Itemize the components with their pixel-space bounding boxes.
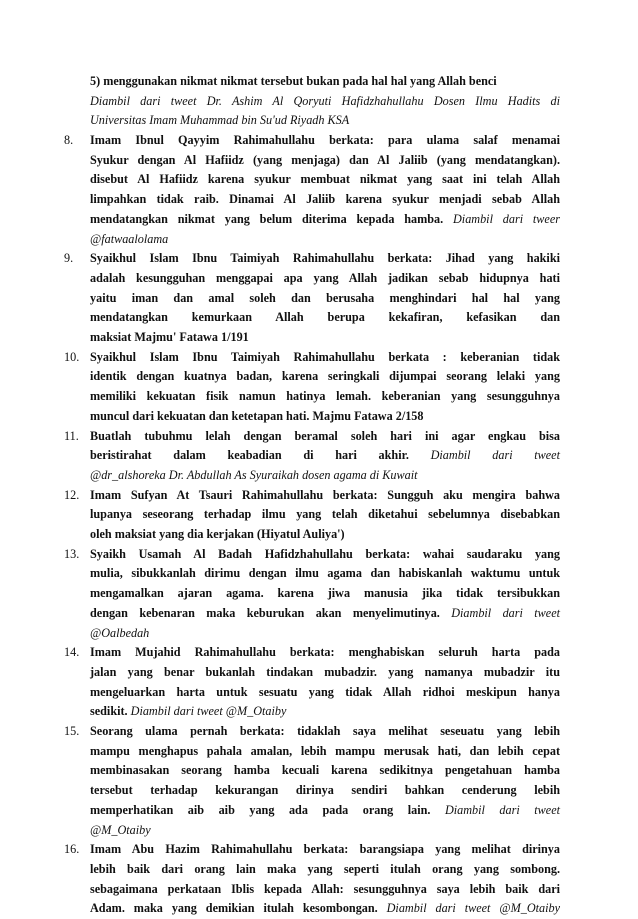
quote-text: tersebut terhadap kekurangan dirinya sendiri bahkan cenderung lebih <box>90 783 560 798</box>
quote-text: sebagaimana perkataan Iblis kepada Allah: sesungguhnya saya lebih baik dari <box>90 881 560 896</box>
text-line <box>90 545 560 565</box>
source-citation: Diambil dari tweet @M_Otaiby <box>377 901 560 916</box>
quote-text: memiliki kekuatan fisik namun hatinya lemah. keberanian yang sesungguhnya <box>90 389 560 404</box>
list-item-number: 16. <box>64 842 80 857</box>
text-line <box>90 604 560 624</box>
text-line <box>90 880 560 900</box>
text-line <box>90 624 560 644</box>
quote-text: Seorang ulama pernah berkata: tidaklah saya melihat seseuatu yang lebih <box>90 724 560 739</box>
quote-text: Imam Sufyan At Tsauri Rahimahullahu berkata: Sungguh aku mengira bahwa <box>90 487 560 502</box>
text-line <box>90 564 560 584</box>
text-line <box>90 230 560 250</box>
text-line <box>90 643 560 663</box>
text-line <box>90 722 560 742</box>
quote-text: Syaikhul Islam Ibnu Taimiyah Rahimahullahu berkata: Jihad yang hakiki <box>90 251 560 266</box>
text-line <box>90 72 560 92</box>
list-item-number: 9. <box>64 251 74 266</box>
list-item-number: 12. <box>64 487 80 502</box>
text-line <box>90 860 560 880</box>
quote-text: memperhatikan aib aib yang ada pada orang lain. <box>90 802 431 817</box>
quote-text: limpahkan tidak raib. Dinamai Al Jaliib karena syukur menjadi sebab Allah <box>90 192 560 207</box>
source-citation: @M_Otaiby <box>90 822 151 837</box>
text-line <box>90 387 560 407</box>
text-line <box>90 899 560 919</box>
quote-text: oleh maksiat yang dia kerjakan (Hiyatul Auliya') <box>90 527 345 542</box>
quote-text: mampu menghapus pahala amalan, lebih mampu merusak hati, dan lebih cepat <box>90 743 560 758</box>
text-line <box>90 131 560 151</box>
source-citation: @Oalbedah <box>90 625 150 640</box>
text-line <box>90 781 560 801</box>
quote-text: adalah kesungguhan menggapai apa yang Allah jadikan sebab hidupnya hati <box>90 270 560 285</box>
text-line <box>90 761 560 781</box>
quote-text: sedikit. <box>90 704 128 719</box>
quote-text: mendatangkan kemurkaan Allah berupa kekafiran, kefasikan dan <box>90 310 560 325</box>
source-citation: Diambil dari tweet Dr. Ashim Al Qoryuti Hafidzhahullahu Dosen Ilmu Hadits di <box>90 93 560 108</box>
text-line <box>90 505 560 525</box>
list-item <box>64 840 560 919</box>
text-line <box>90 742 560 762</box>
quote-text: muncul dari kekuatan dan ketetapan hati. Majmu Fatawa 2/158 <box>90 408 424 423</box>
quote-text: Syaikh Usamah Al Badah Hafidzhahullahu berkata: wahai saudaraku yang <box>90 546 560 561</box>
quote-text: Imam Mujahid Rahimahullahu berkata: menghabiskan seluruh harta pada <box>90 645 560 660</box>
quote-text: yaitu iman dan amal soleh dan berusaha menghindari hal hal yang <box>90 290 560 305</box>
text-line <box>90 328 560 348</box>
text-line <box>90 210 560 230</box>
text-line <box>90 348 560 368</box>
list-item <box>64 722 560 840</box>
text-line <box>90 170 560 190</box>
text-line <box>90 111 560 131</box>
quote-text: 5) menggunakan nikmat nikmat tersebut bukan pada hal hal yang Allah benci <box>90 74 497 88</box>
source-citation: @fatwaalolama <box>90 231 169 246</box>
source-citation: Universitas Imam Muhammad bin Su'ud Riyadh KSA <box>90 113 350 128</box>
text-line <box>90 584 560 604</box>
quote-text: jalan yang benar bukanlah tindakan mubadzir. yang namanya mubadzir itu <box>90 664 560 679</box>
quote-text: mengeluarkan harta untuk sesuatu yang tidak Allah ridhoi meskipun hanya <box>90 684 560 699</box>
text-line <box>90 683 560 703</box>
source-citation: Diambil dari tweet <box>408 448 560 463</box>
text-line <box>90 249 560 269</box>
text-line <box>90 427 560 447</box>
source-citation: Diambil dari tweet @M_Otaiby <box>127 704 287 719</box>
list-item <box>64 348 560 427</box>
text-line <box>90 525 560 545</box>
list-item <box>64 643 560 722</box>
quote-text: Buatlah tubuhmu lelah dengan beramal soleh hari ini agar engkau bisa <box>90 428 560 443</box>
list-item-number: 10. <box>64 349 80 364</box>
text-line <box>90 702 560 722</box>
quote-text: identik dengan kuatnya badan, karena seringkali dijumpai seorang lelaki yang <box>90 369 560 384</box>
quote-text: Imam Abu Hazim Rahimahullahu berkata: barangsiapa yang melihat dirinya <box>90 842 560 857</box>
continuation-paragraph <box>90 72 560 131</box>
quote-text: disebut Al Hafiidz karena syukur membuat nikmat yang saat ini telah Allah <box>90 172 560 187</box>
text-line <box>90 446 560 466</box>
text-line <box>90 840 560 860</box>
source-citation: Diambil dari tweet <box>439 605 560 620</box>
text-line <box>90 269 560 289</box>
quote-text: Syukur dengan Al Hafiidz (yang menjaga) dan Al Jaliib (yang mendatangkan). <box>90 152 560 167</box>
list-item <box>64 131 560 249</box>
list-item <box>64 249 560 347</box>
text-line <box>90 289 560 309</box>
quote-text: Adam. maka yang demikian itulah kesombongan. <box>90 901 378 916</box>
quote-text: beristirahat dalam keabadian di hari akhir. <box>90 448 409 463</box>
list-item <box>64 545 560 643</box>
text-line <box>90 486 560 506</box>
list-item <box>64 486 560 545</box>
quote-text: dengan kebenaran maka keburukan akan menyelimutinya. <box>90 605 440 620</box>
text-line <box>90 466 560 486</box>
text-line <box>90 308 560 328</box>
text-line <box>90 821 560 841</box>
text-line <box>90 407 560 427</box>
list-item <box>64 427 560 486</box>
list-item-number: 13. <box>64 546 80 561</box>
quote-text: membinasakan seorang hamba kecuali karena sedikitnya pengetahuan hamba <box>90 763 560 778</box>
text-line <box>90 190 560 210</box>
source-citation: Diambil dari tweet <box>430 802 560 817</box>
text-line <box>90 801 560 821</box>
source-citation: Diambil dari tweer <box>443 211 560 226</box>
quote-text: Imam Ibnul Qayyim Rahimahullahu berkata: para ulama salaf menamai <box>90 133 560 148</box>
list-item-number: 8. <box>64 133 74 148</box>
quote-text: lebih baik dari orang lain maka yang seperti itulah orang yang sombong. <box>90 861 560 876</box>
list-item-number: 14. <box>64 645 80 660</box>
text-line <box>90 92 560 112</box>
list-item-number: 15. <box>64 724 80 739</box>
source-citation: @dr_alshoreka Dr. Abdullah As Syuraikah dosen agama di Kuwait <box>90 467 418 482</box>
text-line <box>90 367 560 387</box>
quote-text: maksiat Majmu' Fatawa 1/191 <box>90 330 249 345</box>
quote-text: mengamalkan ajaran agama. karena jiwa manusia jika tidak tersibukkan <box>90 586 560 601</box>
quote-text: mendatangkan nikmat yang belum diterima kepada hamba. <box>90 211 444 226</box>
text-line <box>90 151 560 171</box>
quote-text: Syaikhul Islam Ibnu Taimiyah Rahimahullahu berkata : keberanian tidak <box>90 349 560 364</box>
quote-text: mulia, sibukkanlah dirimu dengan ilmu agama dan habiskanlah waktumu untuk <box>90 566 560 581</box>
quote-text: lupanya seseorang terhadap ilmu yang telah diketahui sebelumnya disebabkan <box>90 507 560 522</box>
text-line <box>90 663 560 683</box>
list-item-number: 11. <box>64 428 79 443</box>
